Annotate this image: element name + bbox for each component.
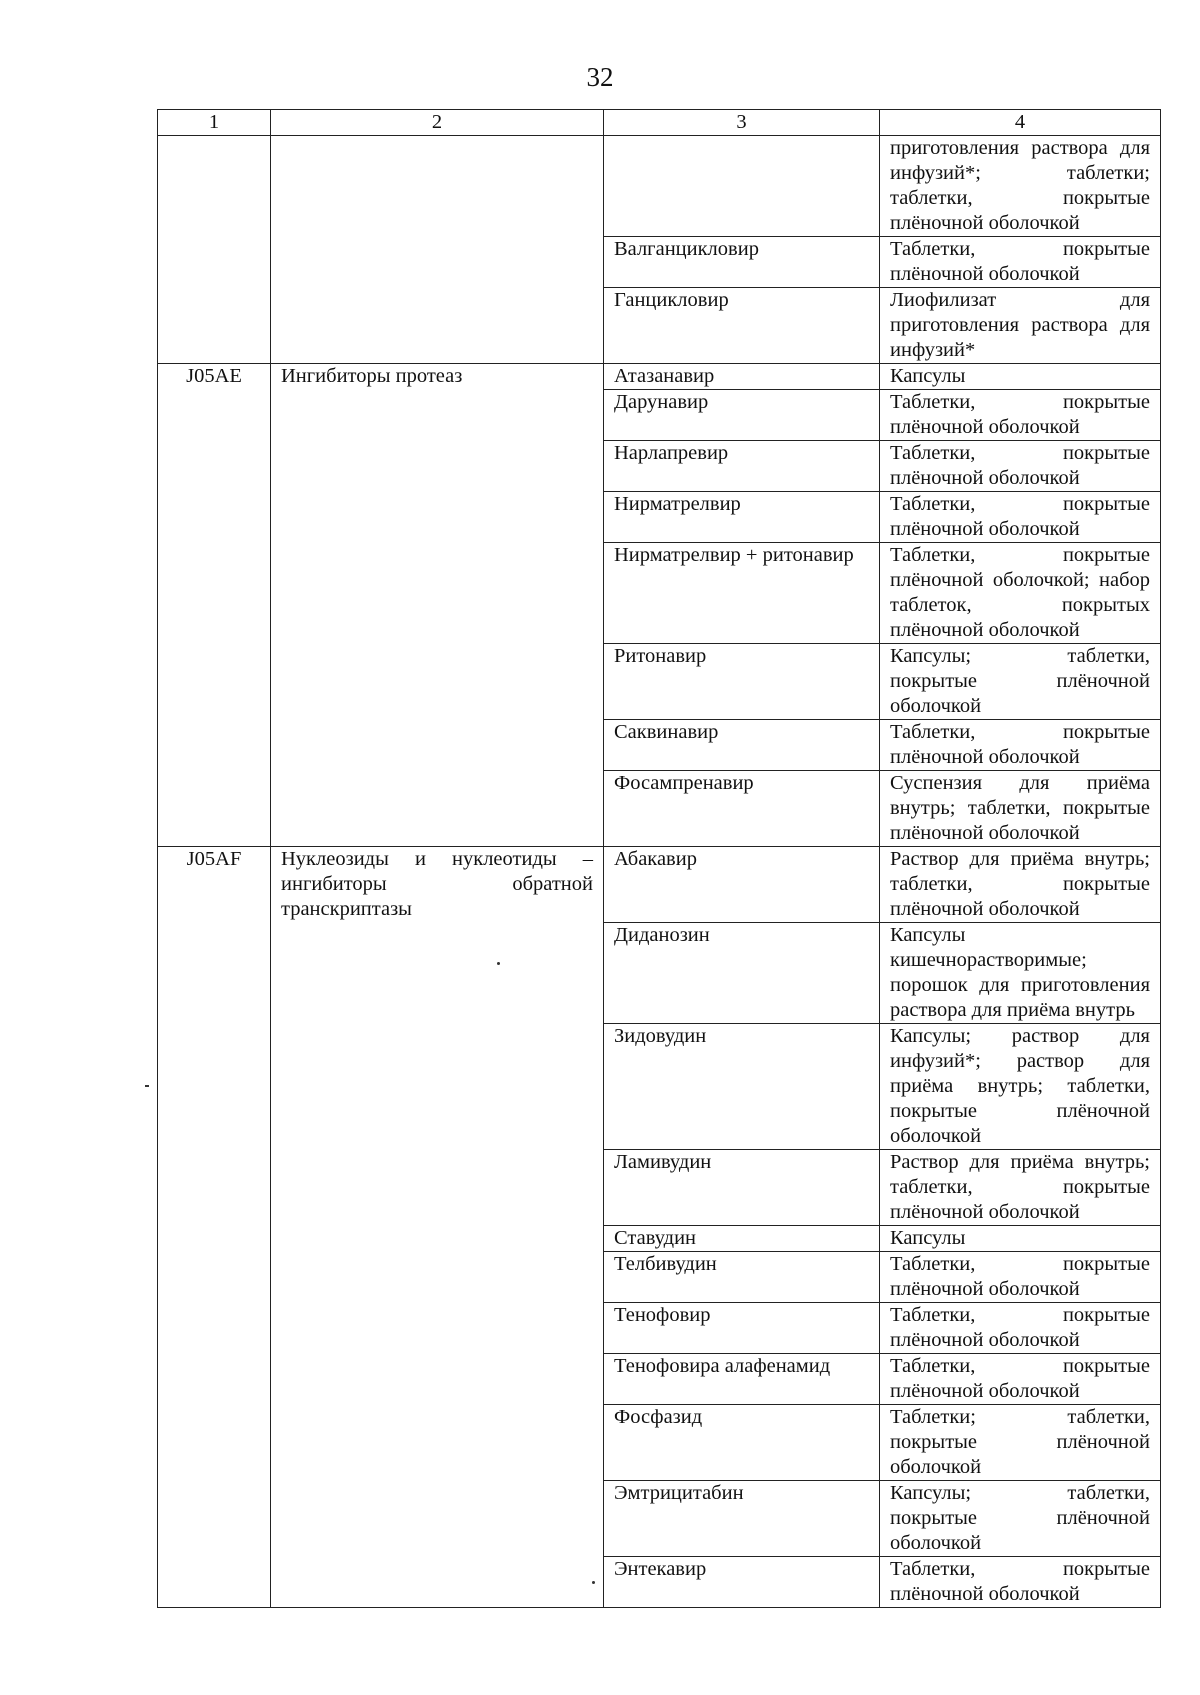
group-name-cell bbox=[271, 136, 604, 364]
dosage-forms-cell: Капсулы bbox=[880, 1226, 1161, 1252]
drug-name-cell bbox=[604, 136, 880, 237]
atc-code-cell bbox=[158, 136, 271, 364]
scan-speck bbox=[592, 1581, 595, 1584]
dosage-forms-cell: Таблетки, покрытые плёночной оболочкой bbox=[880, 441, 1161, 492]
drug-name-cell: Эмтрицитабин bbox=[604, 1481, 880, 1557]
column-header-4: 4 bbox=[880, 110, 1161, 136]
table-row bbox=[158, 136, 1161, 237]
dosage-forms-cell: приготовления раствора для инфузий*; таблетки; таблетки, покрытые плёночной оболочкой bbox=[880, 136, 1161, 237]
drug-name-cell: Телбивудин bbox=[604, 1252, 880, 1303]
dosage-forms-cell: Таблетки, покрытые плёночной оболочкой; набор таблеток, покрытых плёночной оболочкой bbox=[880, 543, 1161, 644]
drug-name-cell: Абакавир bbox=[604, 847, 880, 923]
dosage-forms-cell: Таблетки, покрытые плёночной оболочкой bbox=[880, 492, 1161, 543]
page-number: 32 bbox=[586, 62, 614, 92]
table-header-row bbox=[158, 110, 1161, 136]
group-name-cell: Ингибиторы протеаз bbox=[271, 364, 604, 847]
dosage-forms-cell: Таблетки, покрытые плёночной оболочкой bbox=[880, 720, 1161, 771]
drug-name-cell: Фосфазид bbox=[604, 1405, 880, 1481]
dosage-forms-cell: Таблетки, покрытые плёночной оболочкой bbox=[880, 1252, 1161, 1303]
dosage-forms-cell: Таблетки, покрытые плёночной оболочкой bbox=[880, 1557, 1161, 1608]
column-header-1: 1 bbox=[158, 110, 271, 136]
medicines-table bbox=[157, 109, 1161, 1608]
table-body bbox=[158, 136, 1161, 1608]
column-header-3: 3 bbox=[604, 110, 880, 136]
drug-name-cell: Валганцикловир bbox=[604, 237, 880, 288]
drug-name-cell: Зидовудин bbox=[604, 1024, 880, 1150]
drug-name-cell: Тенофовира алафенамид bbox=[604, 1354, 880, 1405]
drug-name-cell: Нарлапревир bbox=[604, 441, 880, 492]
drug-name-cell: Диданозин bbox=[604, 923, 880, 1024]
dosage-forms-cell: Раствор для приёма внутрь; таблетки, покрытые плёночной оболочкой bbox=[880, 1150, 1161, 1226]
dosage-forms-cell: Капсулы; раствор для инфузий*; раствор для приёма внутрь; таблетки, покрытые плёночной оболочкой bbox=[880, 1024, 1161, 1150]
drug-name-cell: Атазанавир bbox=[604, 364, 880, 390]
drug-name-cell: Фосампренавир bbox=[604, 771, 880, 847]
scan-speck bbox=[145, 1085, 149, 1087]
dosage-forms-cell: Таблетки, покрытые плёночной оболочкой bbox=[880, 237, 1161, 288]
drug-name-cell: Энтекавир bbox=[604, 1557, 880, 1608]
dosage-forms-cell: Таблетки, покрытые плёночной оболочкой bbox=[880, 390, 1161, 441]
table-row bbox=[158, 364, 1161, 390]
scan-speck bbox=[497, 962, 500, 965]
drug-name-cell: Дарунавир bbox=[604, 390, 880, 441]
drug-name-cell: Ставудин bbox=[604, 1226, 880, 1252]
drug-name-cell: Нирматрелвир + ритонавир bbox=[604, 543, 880, 644]
table-row bbox=[158, 847, 1161, 923]
dosage-forms-cell: Таблетки; таблетки, покрытые плёночной оболочкой bbox=[880, 1405, 1161, 1481]
dosage-forms-cell: Раствор для приёма внутрь; таблетки, покрытые плёночной оболочкой bbox=[880, 847, 1161, 923]
drug-name-cell: Саквинавир bbox=[604, 720, 880, 771]
drug-name-cell: Ритонавир bbox=[604, 644, 880, 720]
dosage-forms-cell: Капсулы; таблетки, покрытые плёночной оболочкой bbox=[880, 1481, 1161, 1557]
drug-name-cell: Нирматрелвир bbox=[604, 492, 880, 543]
dosage-forms-cell: Капсулы bbox=[880, 364, 1161, 390]
group-name-cell: Нуклеозиды и нуклеотиды – ингибиторы обратной транскриптазы bbox=[271, 847, 604, 1608]
dosage-forms-cell: Таблетки, покрытые плёночной оболочкой bbox=[880, 1303, 1161, 1354]
drug-name-cell: Ламивудин bbox=[604, 1150, 880, 1226]
column-header-2: 2 bbox=[271, 110, 604, 136]
atc-code-cell: J05AE bbox=[158, 364, 271, 847]
dosage-forms-cell: Таблетки, покрытые плёночной оболочкой bbox=[880, 1354, 1161, 1405]
dosage-forms-cell: Капсулы кишечнорастворимые; порошок для приготовления раствора для приёма внутрь bbox=[880, 923, 1161, 1024]
atc-code-cell: J05AF bbox=[158, 847, 271, 1608]
dosage-forms-cell: Капсулы; таблетки, покрытые плёночной оболочкой bbox=[880, 644, 1161, 720]
dosage-forms-cell: Суспензия для приёма внутрь; таблетки, покрытые плёночной оболочкой bbox=[880, 771, 1161, 847]
drug-name-cell: Тенофовир bbox=[604, 1303, 880, 1354]
drug-name-cell: Ганцикловир bbox=[604, 288, 880, 364]
dosage-forms-cell: Лиофилизат для приготовления раствора для инфузий* bbox=[880, 288, 1161, 364]
